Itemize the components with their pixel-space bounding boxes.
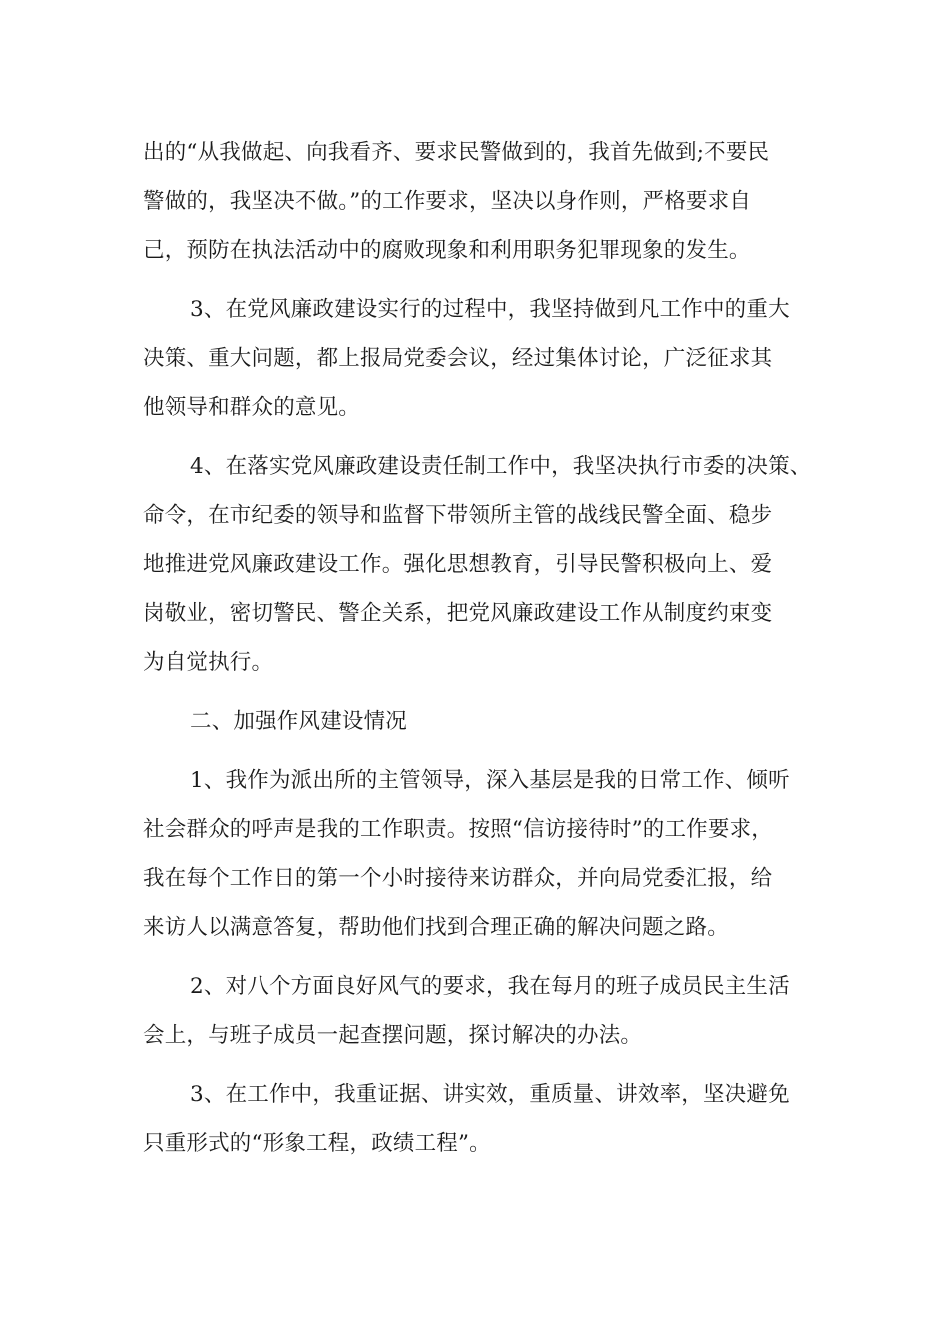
heading-text: 二、加强作风建设情况	[190, 709, 408, 734]
text-line: 己，预防在执法活动中的腐败现象和利用职务犯罪现象的发生。	[143, 238, 751, 263]
text-line: 会上，与班子成员一起查摆问题，探讨解决的办法。	[143, 1023, 643, 1048]
text-line: 命令，在市纪委的领导和监督下带领所主管的战线民警全面、稳步	[143, 503, 773, 528]
text-line: 他领导和群众的意见。	[143, 395, 361, 420]
text-line: 警做的，我坚决不做。”的工作要求，坚决以身作则，严格要求自	[143, 189, 752, 214]
text-line: 决策、重大问题，都上报局党委会议，经过集体讨论，广泛征求其	[143, 346, 773, 371]
text-line: 地推进党风廉政建设工作。强化思想教育，引导民警积极向上、爱	[143, 552, 773, 577]
text-line: 只重形式的“形象工程，政绩工程”。	[143, 1131, 491, 1156]
text-line: 4、在落实党风廉政建设责任制工作中，我坚决执行市委的决策、	[190, 454, 812, 479]
text-line: 3、在工作中，我重证据、讲实效，重质量、讲效率，坚决避免	[190, 1082, 790, 1107]
text-line: 我在每个工作日的第一个小时接待来访群众，并向局党委汇报，给	[143, 866, 773, 891]
text-line: 岗敬业，密切警民、警企关系，把党风廉政建设工作从制度约束变	[143, 601, 773, 626]
text-line: 出的“从我做起、向我看齐、要求民警做到的，我首先做到;不要民	[143, 140, 770, 165]
text-line: 2、对八个方面良好风气的要求，我在每月的班子成员民主生活	[190, 974, 790, 999]
text-line: 来访人以满意答复，帮助他们找到合理正确的解决问题之路。	[143, 915, 729, 940]
text-line: 为自觉执行。	[143, 650, 274, 675]
text-line: 社会群众的呼声是我的工作职责。按照“信访接待时”的工作要求，	[143, 817, 773, 842]
text-line: 1、我作为派出所的主管领导，深入基层是我的日常工作、倾听	[190, 768, 790, 793]
text-line: 3、在党风廉政建设实行的过程中，我坚持做到凡工作中的重大	[190, 297, 790, 322]
